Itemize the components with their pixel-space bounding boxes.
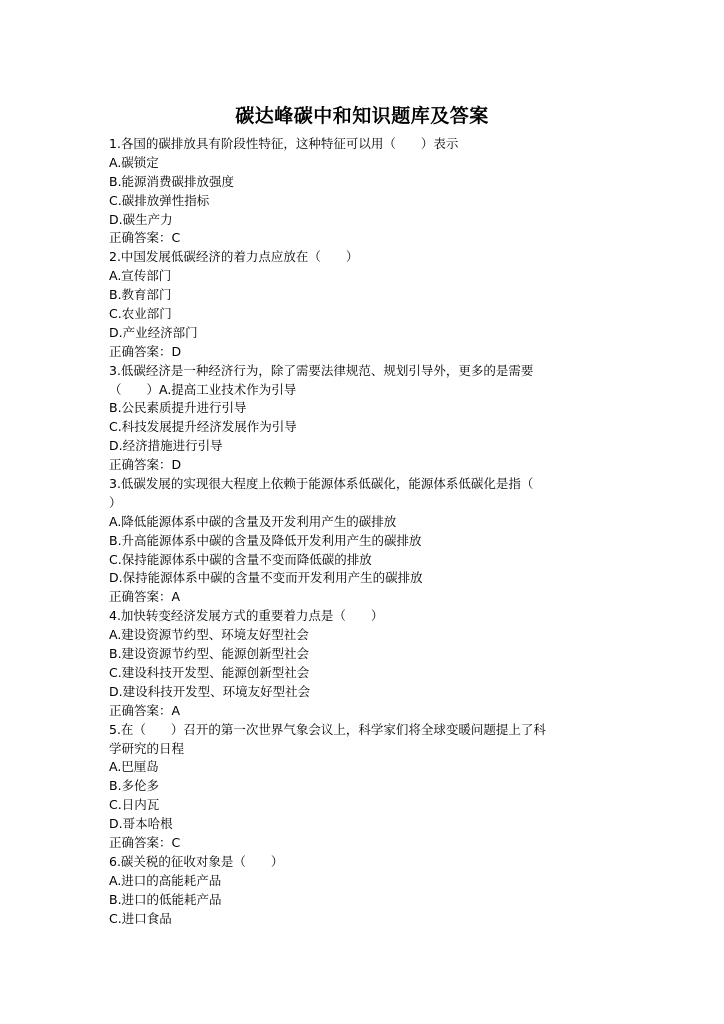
text-line: B.进口的低能耗产品 <box>109 891 222 907</box>
text-line: C.碳排放弹性指标 <box>109 192 210 208</box>
text-line: 正确答案：C <box>109 230 181 246</box>
text-line: A.碳锁定 <box>109 154 159 170</box>
text-line: 学研究的日程 <box>109 740 185 756</box>
text-line: 4.加快转变经济发展方式的重要着力点是（ ） <box>109 608 384 624</box>
text-line: D.碳生产力 <box>109 211 173 227</box>
text-line: D.保持能源体系中碳的含量不变而开发利用产生的碳排放 <box>109 570 423 586</box>
document-body <box>109 135 614 928</box>
text-line: 6.碳关税的征收对象是（ ） <box>109 853 284 869</box>
text-line: 正确答案：D <box>109 343 182 359</box>
text-line: D.建设科技开发型、环境友好型社会 <box>109 683 311 699</box>
text-line: 5.在（ ）召开的第一次世界气象会议上，科学家们将全球变暖问题提上了科 <box>109 721 546 737</box>
text-line: 正确答案：D <box>109 457 182 473</box>
text-line: C.建设科技开发型、能源创新型社会 <box>109 664 310 680</box>
text-line: B.能源消费碳排放强度 <box>109 173 235 189</box>
text-line: （ ）A.提高工业技术作为引导 <box>109 381 297 397</box>
text-line: C.保持能源体系中碳的含量不变而降低碳的排放 <box>109 551 372 567</box>
text-line: ） <box>109 494 122 510</box>
text-line: B.建设资源节约型、能源创新型社会 <box>109 646 310 662</box>
text-line: D.经济措施进行引导 <box>109 438 223 454</box>
document-title: 碳达峰碳中和知识题库及答案 <box>235 105 489 127</box>
text-line: D.哥本哈根 <box>109 816 173 832</box>
text-line: 2.中国发展低碳经济的着力点应放在（ ） <box>109 249 359 265</box>
text-line: A.进口的高能耗产品 <box>109 872 222 888</box>
text-line: B.公民素质提升进行引导 <box>109 400 247 416</box>
text-line: 正确答案：A <box>109 589 181 605</box>
text-line: 1.各国的碳排放具有阶段性特征，这种特征可以用（ ）表示 <box>109 136 459 151</box>
text-line: B.多伦多 <box>109 778 160 794</box>
text-line: C.科技发展提升经济发展作为引导 <box>109 419 297 435</box>
text-line: 3.低碳发展的实现很大程度上依赖于能源体系低碳化，能源体系低碳化是指（ <box>109 476 534 492</box>
text-line: B.升高能源体系中碳的含量及降低开发利用产生的碳排放 <box>109 532 422 548</box>
text-line: A.宣传部门 <box>109 268 172 284</box>
text-line: A.降低能源体系中碳的含量及开发利用产生的碳排放 <box>109 513 397 529</box>
text-line: D.产业经济部门 <box>109 324 198 340</box>
text-line: B.教育部门 <box>109 287 172 303</box>
text-line: 3.低碳经济是一种经济行为，除了需要法律规范、规划引导外，更多的是需要 <box>109 362 534 378</box>
text-line: A.建设资源节约型、环境友好型社会 <box>109 627 309 643</box>
text-line: C.日内瓦 <box>109 797 160 813</box>
text-line: 正确答案：A <box>109 702 181 718</box>
text-line: C.农业部门 <box>109 306 172 322</box>
text-line: A.巴厘岛 <box>109 759 159 775</box>
text-line: C.进口食品 <box>109 910 172 926</box>
text-line: 正确答案：C <box>109 834 181 850</box>
